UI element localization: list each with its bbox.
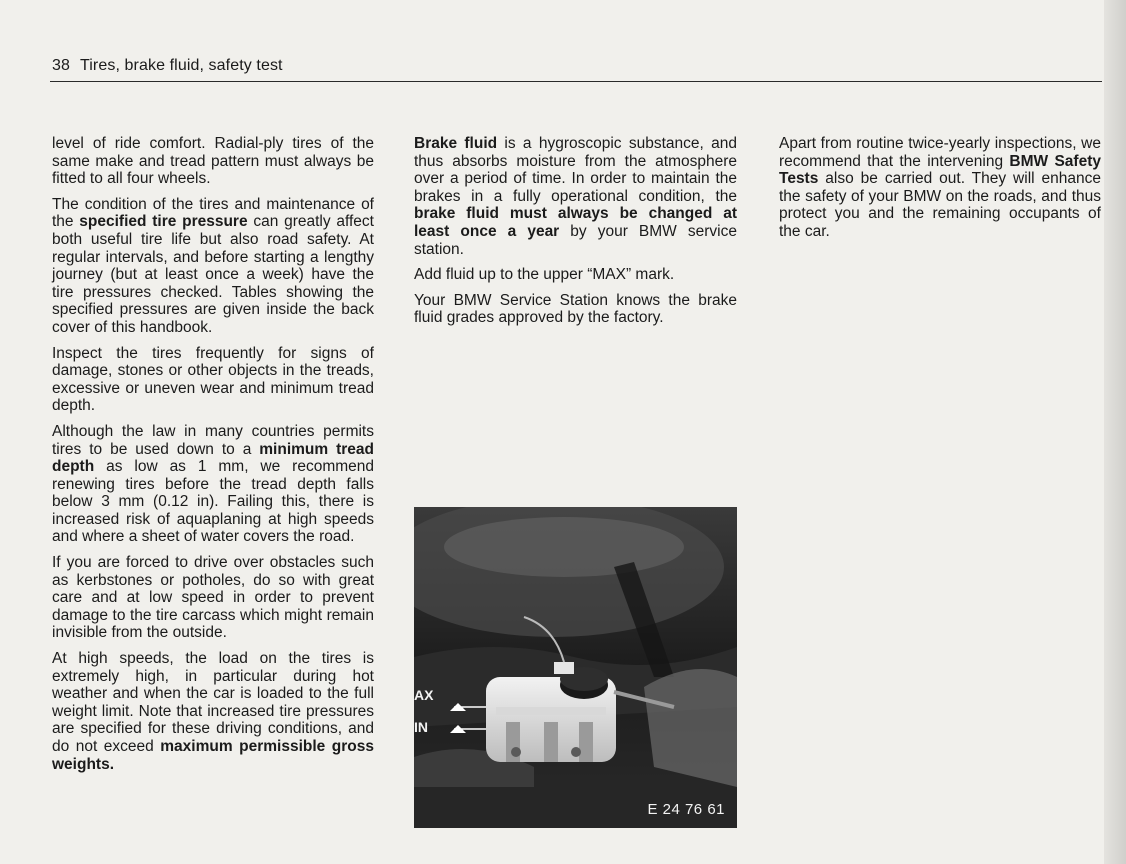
paragraph: Although the law in many countries permits tires to be used down to a minimum tread depth as low as 1 mm, we recommend renewing tires before the tread depth falls below 3 mm (0.12 in). Failing this, there is increased risk of aquaplaning at high speeds and where a sheet of water covers the road. (52, 422, 375, 546)
paragraph: level of ride comfort. Radial-ply tires of the same make and tread pattern must always be fitted to all four wheels. (52, 135, 374, 188)
header-rule (50, 81, 1102, 82)
column-middle (414, 135, 737, 335)
column-right (779, 135, 1101, 249)
paragraph: Inspect the tires frequently for signs of damage, stones or other objects in the treads, excessive or uneven wear and minimum tread depth. (52, 344, 374, 415)
paragraph: Apart from routine twice-yearly inspections, we recommend that the intervening BMW Safety Tests also be carried out. They will enhance the safety of your BMW on the roads, and thus protect you and the remaining occupants of the car. (779, 135, 1101, 240)
paragraph: Add fluid up to the upper “MAX” mark. (414, 266, 675, 284)
engine-bay-illustration (414, 507, 737, 828)
paragraph: The condition of the tires and maintenance of the specified tire pressure can greatly affect both useful tire life but also road safety. At regular intervals, and before starting a lengthy journey (but at least once a week) have the tire pressures checked. Tables showing the specified pressures are given inside the back cover of this handbook. (52, 195, 374, 336)
column-left (52, 135, 374, 781)
min-mark-label: IN (414, 719, 428, 735)
paragraph: Brake fluid is a hygroscopic substance, and thus absorbs moisture from the atmosphere over a period of time. In order to maintain the brakes in a fully operational condition, the brake fluid must always be changed at least once a year by your BMW service station. (414, 135, 737, 258)
paragraph: At high speeds, the load on the tires is extremely high, in particular during hot weather and when the car is loaded to the full weight limit. Note that increased tire pressures are specified for these driving conditions, and do not exceed maximum permissible gross weights. (52, 650, 374, 773)
figure-code: E 24 76 61 (647, 801, 725, 818)
max-mark-label: AX (414, 687, 434, 703)
page-header (52, 57, 283, 75)
page-edge (1104, 0, 1126, 864)
paragraph: Your BMW Service Station knows the brake fluid grades approved by the factory. (414, 291, 737, 327)
brake-fluid-reservoir-photo (414, 507, 737, 828)
paragraph: If you are forced to drive over obstacles such as kerbstones or potholes, do so with great care and at low speed in order to prevent damage to the tire carcass which might remain invisible from the outside. (52, 554, 374, 642)
page-title: Tires, brake fluid, safety test (80, 57, 283, 74)
page-number: 38 (52, 57, 70, 74)
